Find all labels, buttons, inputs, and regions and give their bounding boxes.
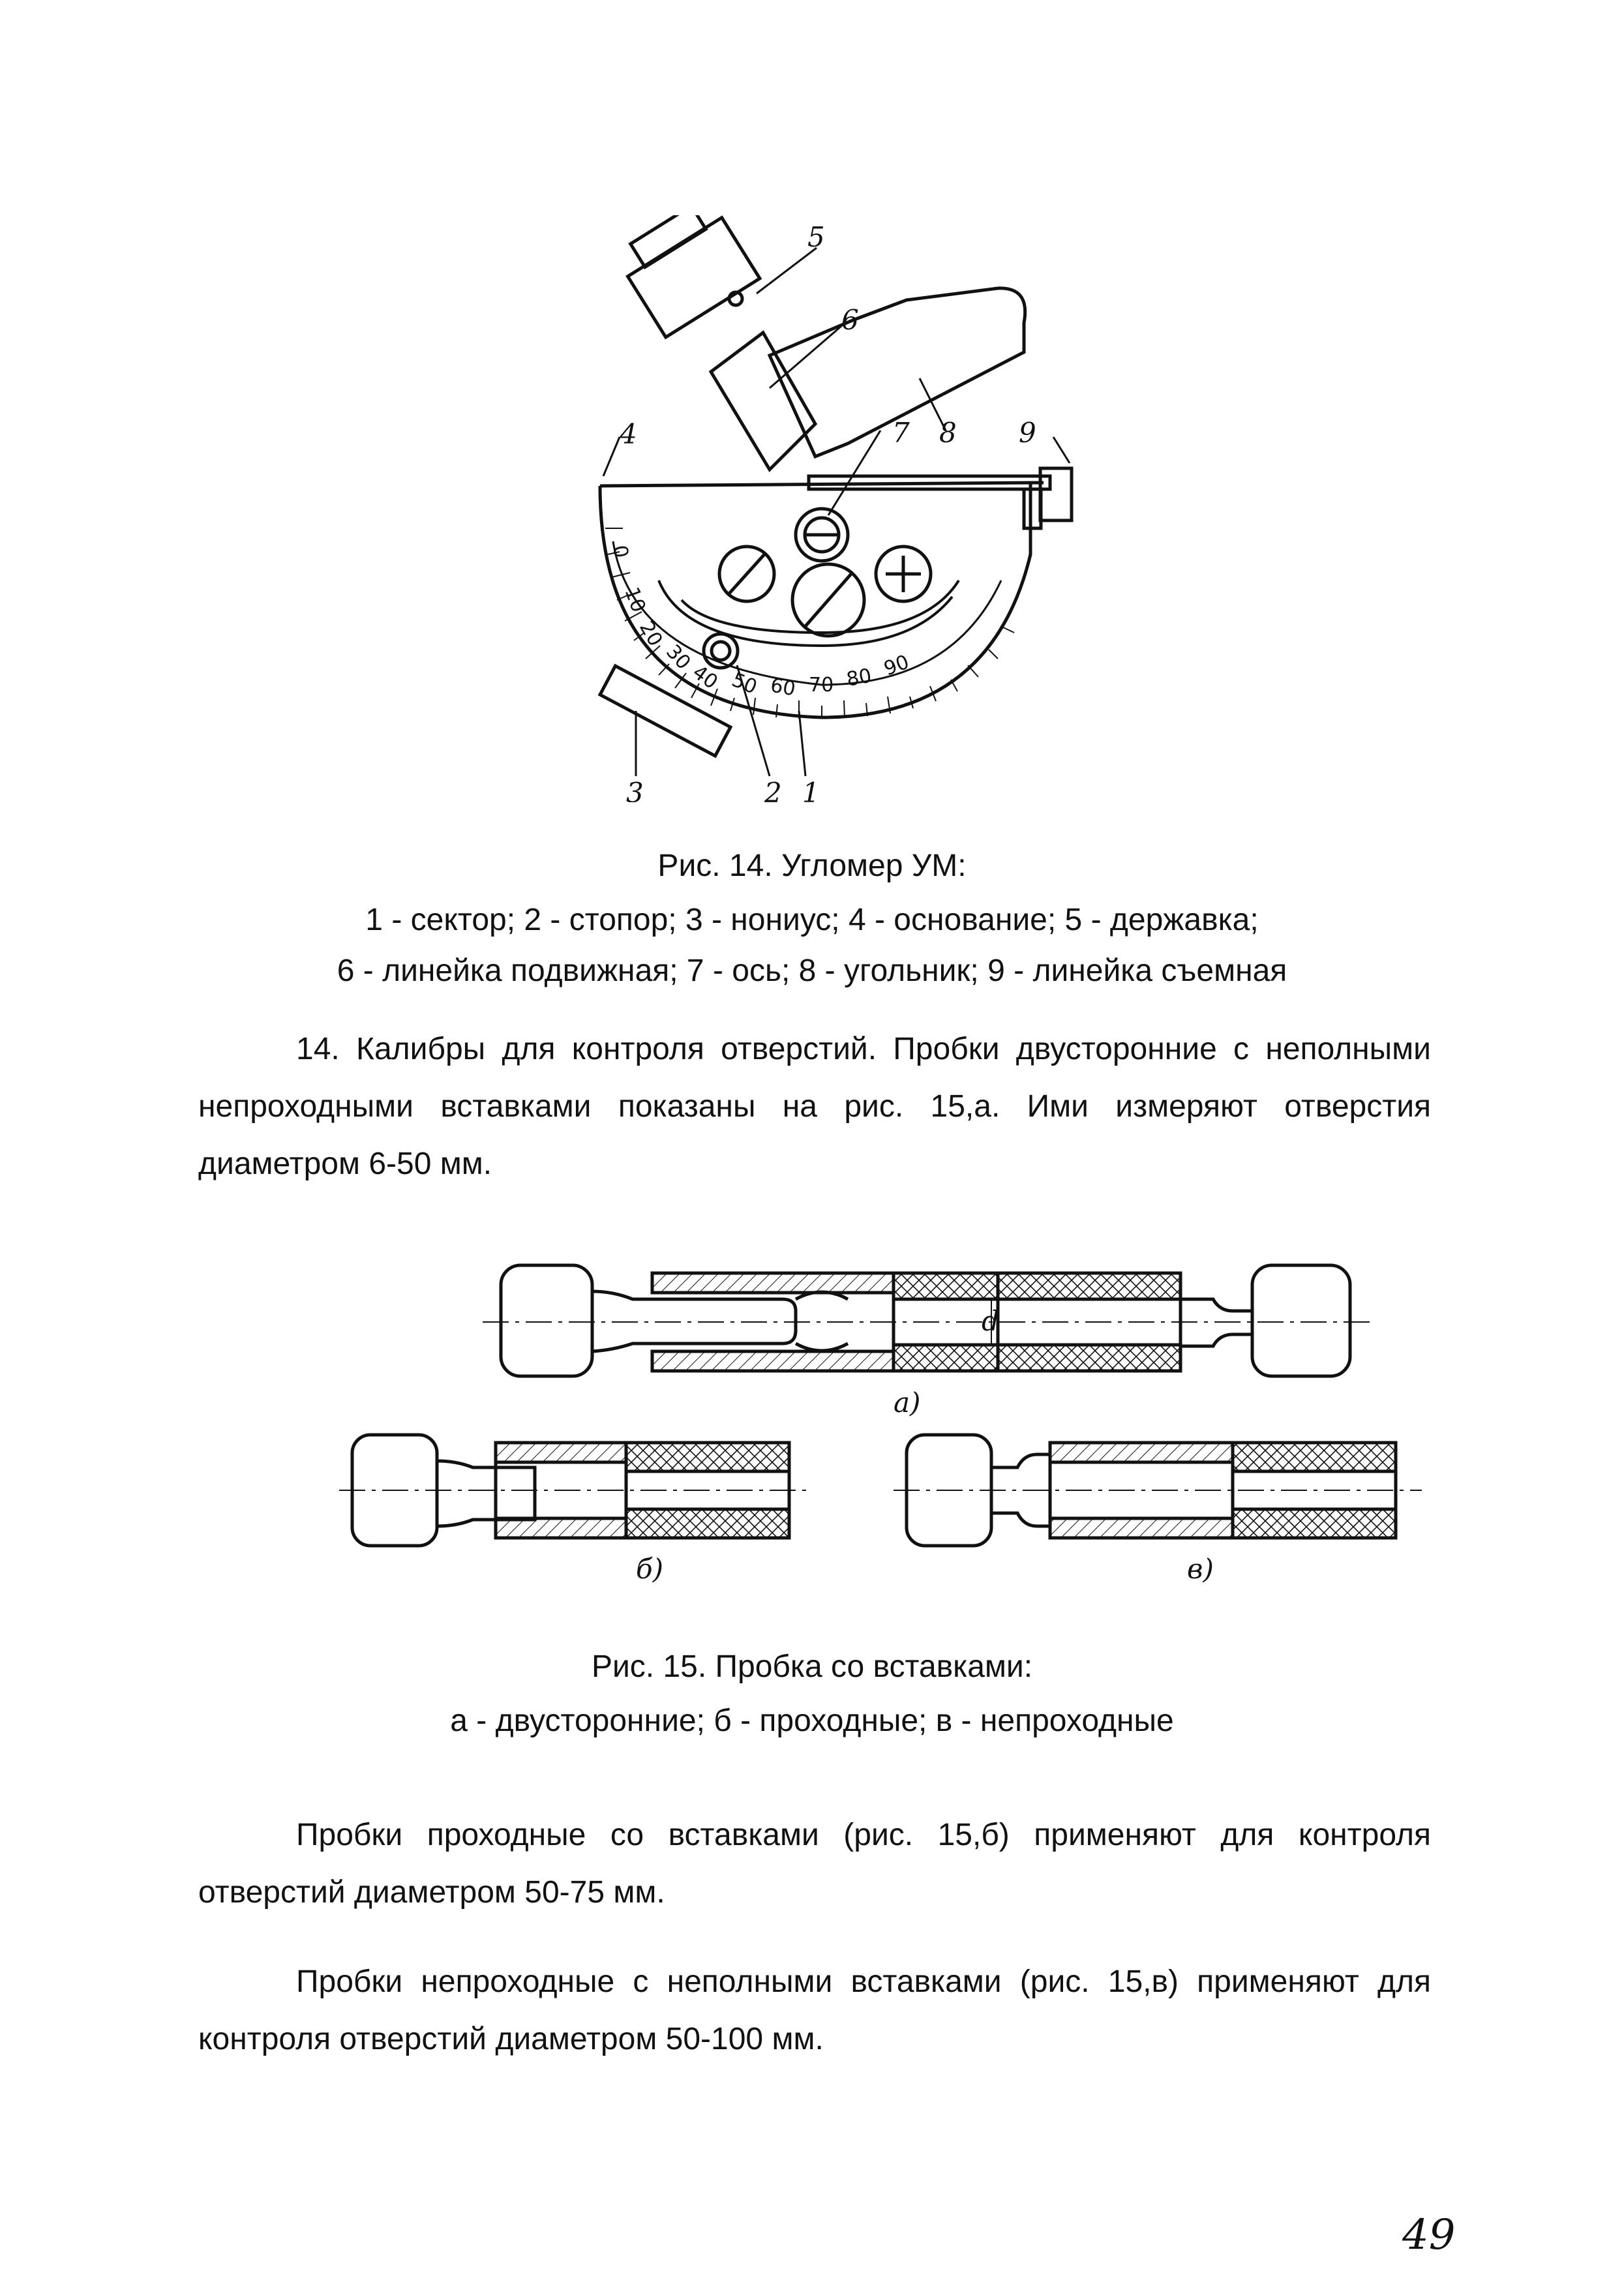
scale-label-50: 50 bbox=[729, 668, 760, 699]
figure-14-legend-line-2: 6 - линейка подвижная; 7 - ось; 8 - угольник; 9 - линейка съемная bbox=[337, 954, 1287, 988]
scale-label-40: 40 bbox=[688, 661, 722, 694]
label-9: 9 bbox=[1019, 417, 1036, 449]
gauge-no-go bbox=[894, 1435, 1422, 1546]
scale-label-30: 30 bbox=[661, 640, 695, 674]
label-2: 2 bbox=[764, 777, 782, 802]
scale-label-80: 80 bbox=[845, 664, 873, 691]
movable-ruler bbox=[711, 333, 815, 470]
gauge-double-sided bbox=[483, 1265, 1370, 1376]
scale-label-70: 70 bbox=[809, 674, 834, 697]
label-b: б) bbox=[636, 1553, 664, 1585]
label-8: 8 bbox=[939, 417, 957, 449]
scale-label-60: 60 bbox=[768, 674, 798, 701]
figure-14-legend-line-1: 1 - сектор; 2 - стопор; 3 - нониус; 4 - основание; 5 - державка; bbox=[365, 903, 1259, 937]
figure-15-plug-gauges bbox=[326, 1239, 1448, 1644]
figure-15-title: Рис. 15. Пробка со вставками: bbox=[591, 1649, 1033, 1684]
label-6: 6 bbox=[841, 304, 859, 336]
label-1: 1 bbox=[802, 777, 820, 802]
label-5: 5 bbox=[807, 221, 825, 253]
paragraph-gauges-intro: 14. Калибры для контроля отверстий. Пробки двусторонние с неполными непроходными вставками показаны на рис. 15,а. Ими измеряют отверстия диаметром 6-50 мм. bbox=[198, 1032, 1431, 1181]
label-7: 7 bbox=[892, 417, 910, 449]
scale-label-0: 0 bbox=[608, 543, 633, 560]
label-a: а) bbox=[894, 1387, 921, 1419]
label-d: d bbox=[982, 1305, 999, 1337]
figure-15-legend: а - двусторонние; б - проходные; в - непроходные bbox=[450, 1704, 1174, 1738]
label-3: 3 bbox=[626, 777, 644, 802]
base-edge bbox=[600, 483, 1044, 486]
scale-label-20: 20 bbox=[635, 617, 667, 651]
paragraph-no-go-gauges: Пробки непроходные с неполными вставками (рис. 15,в) применяют для контроля отверстий диаметром 50-100 мм. bbox=[198, 1964, 1431, 2056]
label-4: 4 bbox=[620, 418, 637, 450]
page-number: 49 bbox=[1402, 2211, 1456, 2259]
scale-label-90: 90 bbox=[880, 650, 912, 681]
gauge-go bbox=[339, 1435, 809, 1546]
holder-block bbox=[614, 215, 760, 337]
paragraph-go-gauges: Пробки проходные со вставками (рис. 15,б) применяют для контроля отверстий диаметром 50-75 мм. bbox=[198, 1818, 1431, 1910]
figure-14-protractor bbox=[574, 215, 1096, 802]
figure-14-title: Рис. 14. Угломер УМ: bbox=[657, 849, 967, 883]
scale-label-10: 10 bbox=[620, 584, 650, 616]
label-v: в) bbox=[1187, 1553, 1214, 1585]
